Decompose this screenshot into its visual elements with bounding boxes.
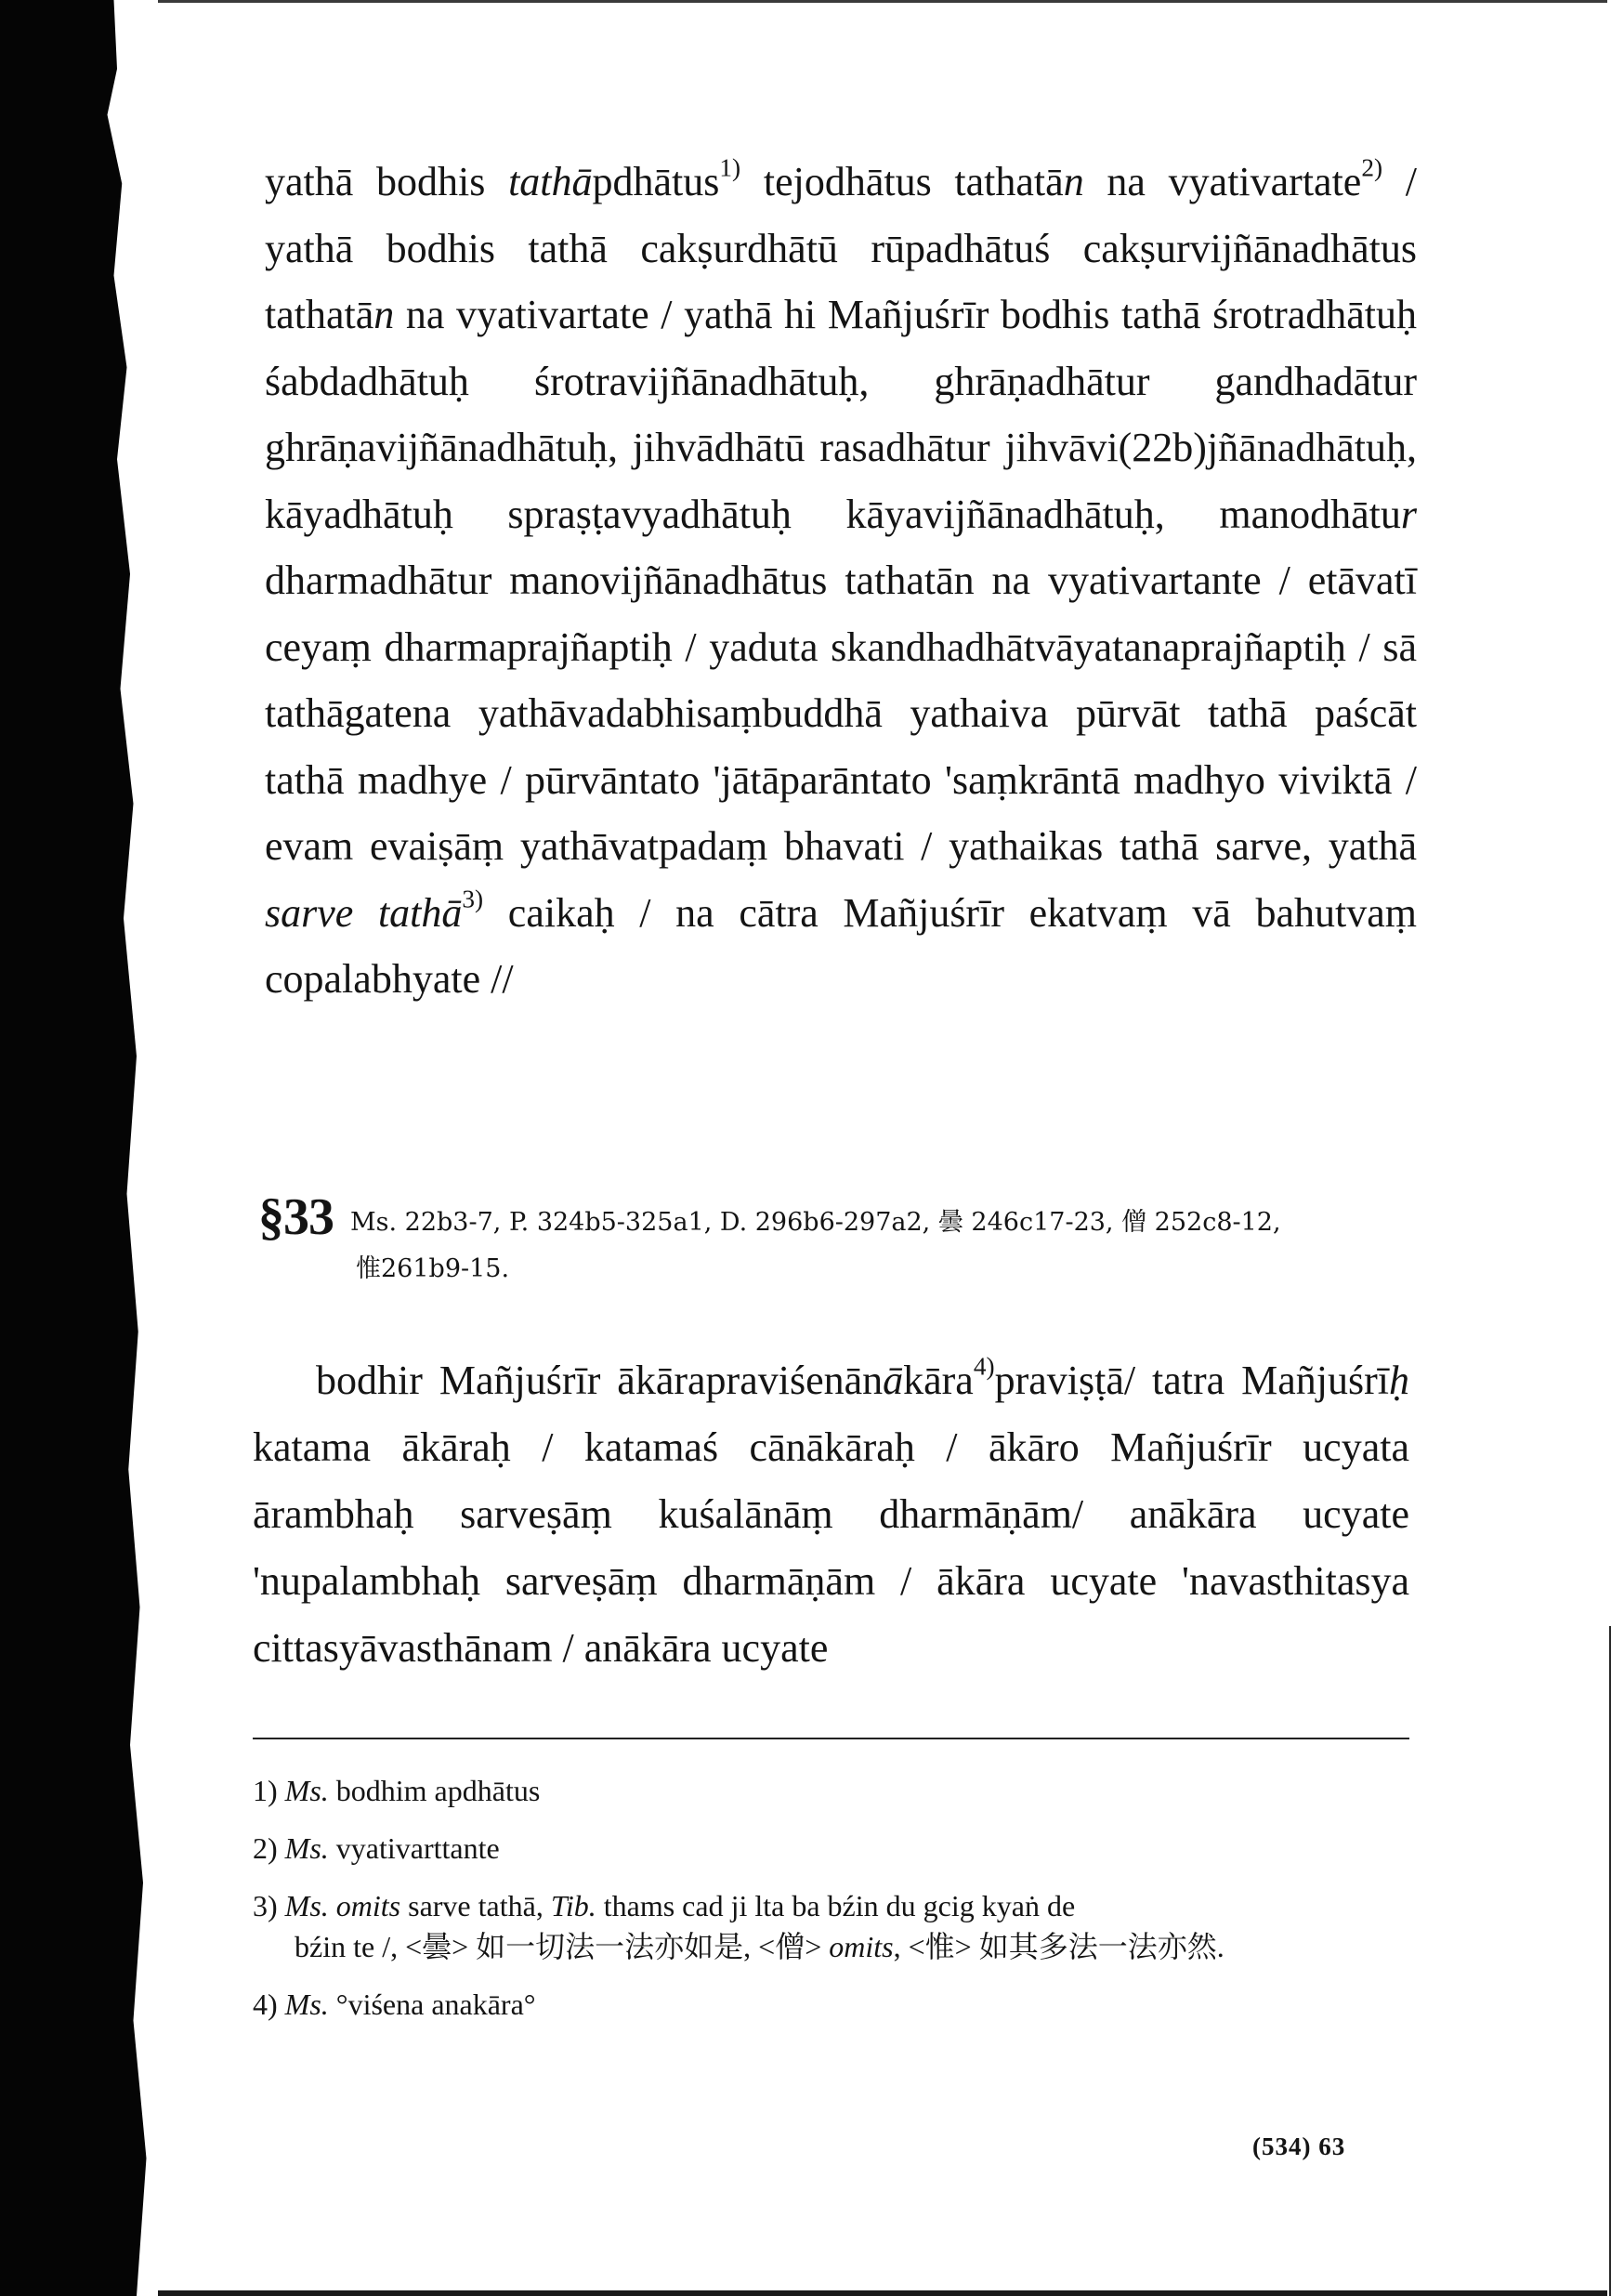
- footnote-text: [329, 1889, 336, 1922]
- section-heading: [258, 1188, 1420, 1292]
- text-run: praviṣṭā/ tatra Mañjuśrī: [994, 1358, 1389, 1403]
- text-run: tejodhātus tathatā: [740, 159, 1064, 204]
- italic-run: ā: [883, 1358, 904, 1403]
- footnote-ref-1: 1): [719, 153, 741, 182]
- footnote-number: 4): [253, 1988, 285, 2021]
- section-references-cont: 惟261b9-15.: [356, 1254, 510, 1283]
- text-run: kāra: [903, 1358, 974, 1403]
- italic-run: tathā: [508, 159, 593, 204]
- footnotes: [253, 1770, 1409, 2041]
- italic-run: ḥ: [1389, 1358, 1409, 1403]
- second-paragraph: [253, 1347, 1409, 1682]
- footnote-2: [253, 1828, 1409, 1869]
- footnote-text: bodhim apdhātus: [328, 1774, 541, 1807]
- main-paragraph-text: [265, 149, 1417, 1013]
- scan-top-edge: [158, 0, 1607, 3]
- italic-run: n: [373, 292, 395, 337]
- section-number: §33: [258, 1188, 334, 1246]
- second-paragraph-text: [253, 1347, 1409, 1682]
- italic-run: Ms.: [284, 1889, 329, 1922]
- footnote-text: sarve tathā,: [400, 1889, 551, 1922]
- text-run: dharmadhātur manovijñānadhātus tathatān na vyativartante / etāvatī ceyaṃ dharmaprajñaptiḥ / yaduta skandhadhātvāyatanaprajñaptiḥ / sā tathāgatena yathāvadabhisaṃbuddhā yathaiva pūrvāt tathā paścāt tathā madhye / pūrvāntato 'jātāparāntato 'saṃkrāntā madhyo viviktā / evam evaiṣāṃ yathāvatpadaṃ bhavati / yathaikas tathā sarve, yathā: [265, 558, 1417, 869]
- italic-run: Ms.: [284, 1988, 329, 2021]
- scan-bottom-edge: [158, 2290, 1607, 2296]
- footnote-text: vyativarttante: [328, 1831, 500, 1865]
- footnote-1: [253, 1770, 1409, 1811]
- italic-run: omits: [829, 1930, 894, 1963]
- italic-run: Tib.: [550, 1889, 596, 1922]
- footnote-text: thams cad ji lta ba bźin du gcig kyaṅ de: [596, 1889, 1076, 1922]
- footnote-4: [253, 1984, 1409, 2025]
- italic-run: Ms.: [284, 1831, 329, 1865]
- italic-run: r: [1400, 491, 1417, 537]
- footnote-ref-3: 3): [462, 885, 484, 913]
- italic-run: n: [1063, 159, 1084, 204]
- scan-right-edge: [1609, 1626, 1611, 2296]
- main-paragraph: [265, 149, 1417, 1013]
- text-run: na vyativartate: [1083, 159, 1362, 204]
- text-run: / yathā bodhis tathā cakṣurdhātū rūpadhātuś cakṣurvijñānadhātus tathatā: [265, 159, 1418, 337]
- text-run: bodhir Mañjuśrīr ākārapraviśenān: [316, 1358, 884, 1403]
- scan-binding-edge: [0, 0, 163, 2296]
- page-number: (534) 63: [1252, 2132, 1346, 2160]
- footnote-text: °viśena anakāra°: [328, 1988, 536, 2021]
- footnote-ref-2: 2): [1361, 153, 1383, 182]
- text-run: na vyativartate / yathā hi Mañjuśrīr bodhis tathā śrotradhātuḥ śabdadhātuḥ śrotravijñānadhātuḥ, ghrāṇadhātur gandhadātur ghrāṇavijñānadhātuḥ, jihvādhātū rasadhātur jihvāvi(22b)jñānadhātuḥ, kāyadhātuḥ spraṣṭavyadhātuḥ kāyavijñānadhātuḥ, manodhātu: [265, 292, 1417, 537]
- footnote-3: [253, 1885, 1409, 1967]
- section-references: Ms. 22b3-7, P. 324b5-325a1, D. 296b6-297a2, 曇 246c17-23, 僧 252c8-12,: [350, 1208, 1281, 1237]
- text-run: caikaḥ / na cātra Mañjuśrīr ekatvaṃ vā bahutvaṃ copalabhyate //: [265, 889, 1417, 1002]
- footnote-text: bźin te /, <曇> 如一切法一法亦如是, <僧>: [295, 1930, 830, 1963]
- footnote-number: 1): [253, 1774, 285, 1807]
- footnote-number: 3): [253, 1889, 285, 1922]
- text-run: katama ākāraḥ / katamaś cānākāraḥ / ākāro Mañjuśrīr ucyata ārambhaḥ sarveṣāṃ kuśalānāṃ dharmāṇām/ anākāra ucyate 'nupalambhaḥ sarveṣāṃ dharmāṇām / ākāra ucyate 'navasthitasya cittasyāvasthānam / anākāra ucyate: [253, 1424, 1409, 1671]
- footnote-continuation: [253, 1926, 1409, 1967]
- footnote-separator: [253, 1738, 1409, 1739]
- footnote-text: , <惟> 如其多法一法亦然.: [893, 1930, 1225, 1963]
- footnote-ref-4: 4): [973, 1352, 995, 1381]
- italic-run: omits: [335, 1889, 401, 1922]
- italic-run: Ms.: [284, 1774, 329, 1807]
- text-run: yathā bodhis: [265, 159, 509, 204]
- text-run: pdhātus: [592, 159, 720, 204]
- footnote-number: 2): [253, 1831, 285, 1865]
- italic-run: sarve tathā: [265, 889, 463, 936]
